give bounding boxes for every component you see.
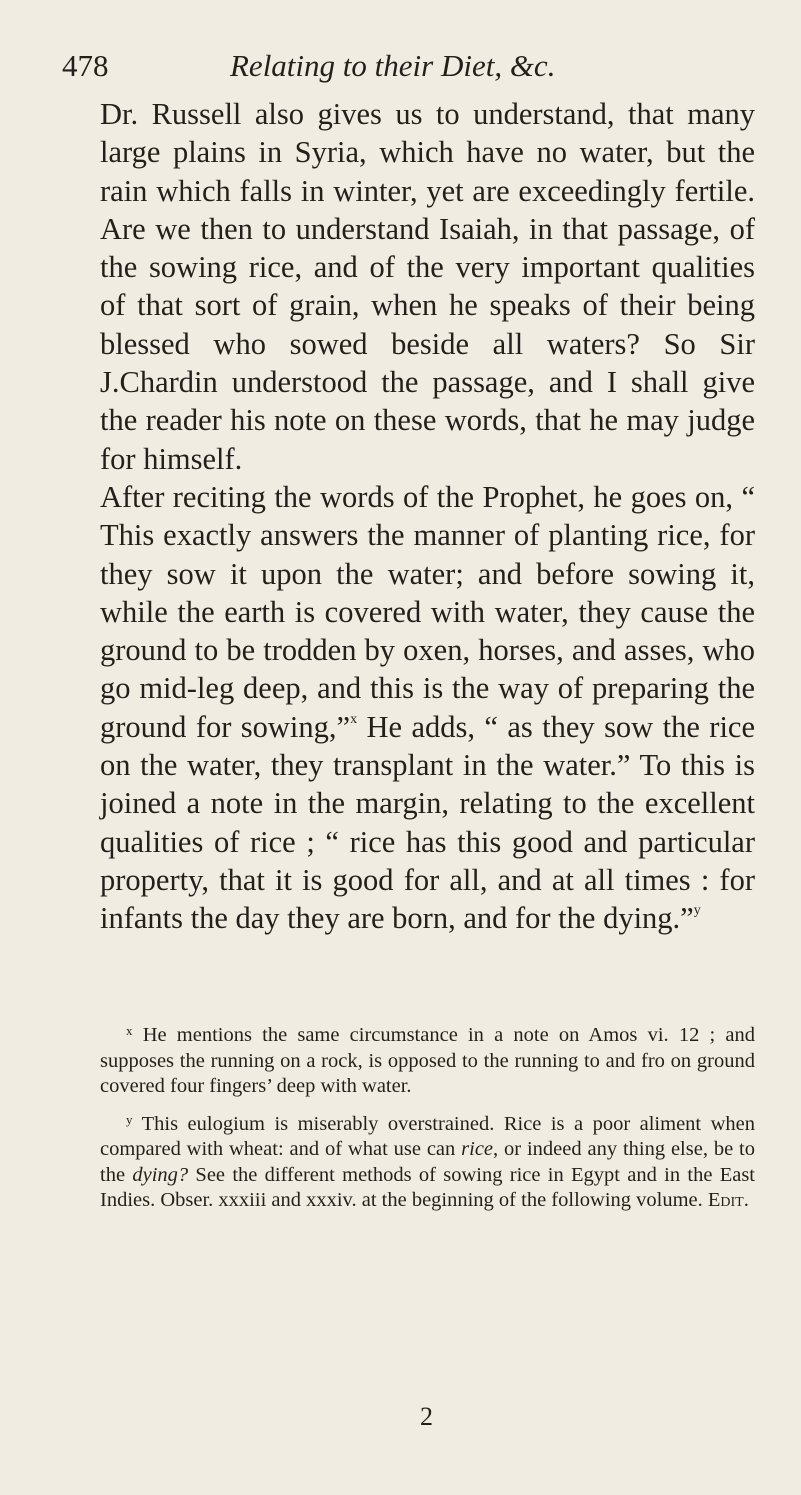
footnote-y-italic-dying: dying?	[132, 1163, 189, 1186]
paragraph-1-rest: many large plains in Syria, which have no water, but the rain which falls in winter, yet are exceedingly fertile. Are we then to understand Isaiah, in that passage, of the sowing rice, and of the very important qualities of that sort of grain, when he speaks of their being blessed who sowed beside all waters? So Sir J.Chardin understood the passage, and I shall give the reader his note on these words, that he may judge for himself.	[100, 97, 755, 476]
paragraph-2-part-2: He adds, “ as they sow the rice on the water, they transplant in the water.” To this is joined a note in the margin, relating to the excellent qualities of rice ; “ rice has this good and particular property, that it is good for all, and at all times : for infants the day they are born, and for the dying.”	[100, 709, 755, 936]
footnote-ref-x: x	[350, 711, 358, 727]
footnote-x-text: He mentions the same circumstance in a note on Amos vi. 12 ; and supposes the running on a rock, is opposed to the running to and fro on ground covered four fingers’ deep with water.	[100, 1024, 755, 1097]
footnote-y-edit: Edit.	[707, 1189, 749, 1211]
footnote-x-mark: x	[126, 1023, 133, 1038]
page-number: 478	[62, 48, 109, 83]
signature-mark: 2	[420, 1402, 433, 1431]
footnote-x	[100, 1023, 755, 1100]
paragraph-1	[100, 95, 755, 478]
footnote-y-text-3: See the different methods of sowing rice in Egypt and in the East Indies. Obser. xxxiii and xxxiv. at the beginning of the following volume.	[100, 1163, 756, 1211]
paragraph-2	[100, 478, 755, 938]
footnote-y-italic-rice: rice	[461, 1138, 494, 1160]
footnote-y-mark: y	[126, 1111, 133, 1127]
footnote-y-text-2: , or indeed any thing else, be to the	[100, 1138, 755, 1186]
footnote-ref-y: y	[693, 903, 701, 919]
running-head: Relating to their Diet, &c.	[230, 48, 556, 83]
paragraph-2-part-1: After reciting the words of the Prophet, he goes on, “ This exactly answers the manner of planting rice, for they sow it upon the water; and before sowing it, while the earth is covered with water, they cause the ground to be trodden by oxen, horses, and asses, who go mid-leg deep, and this is the way of preparing the ground for sowing,”	[100, 479, 755, 744]
footnote-y	[100, 1112, 755, 1214]
footnotes	[100, 1023, 755, 1226]
main-text	[100, 95, 755, 938]
footnote-y-text-1: This eulogium is miserably overstrained. Rice is a poor aliment when compared with wheat: and of what use can	[100, 1112, 755, 1160]
page-header	[62, 48, 752, 96]
paragraph-1-line-1: Dr. Russell also gives us to understand, that	[100, 97, 674, 131]
